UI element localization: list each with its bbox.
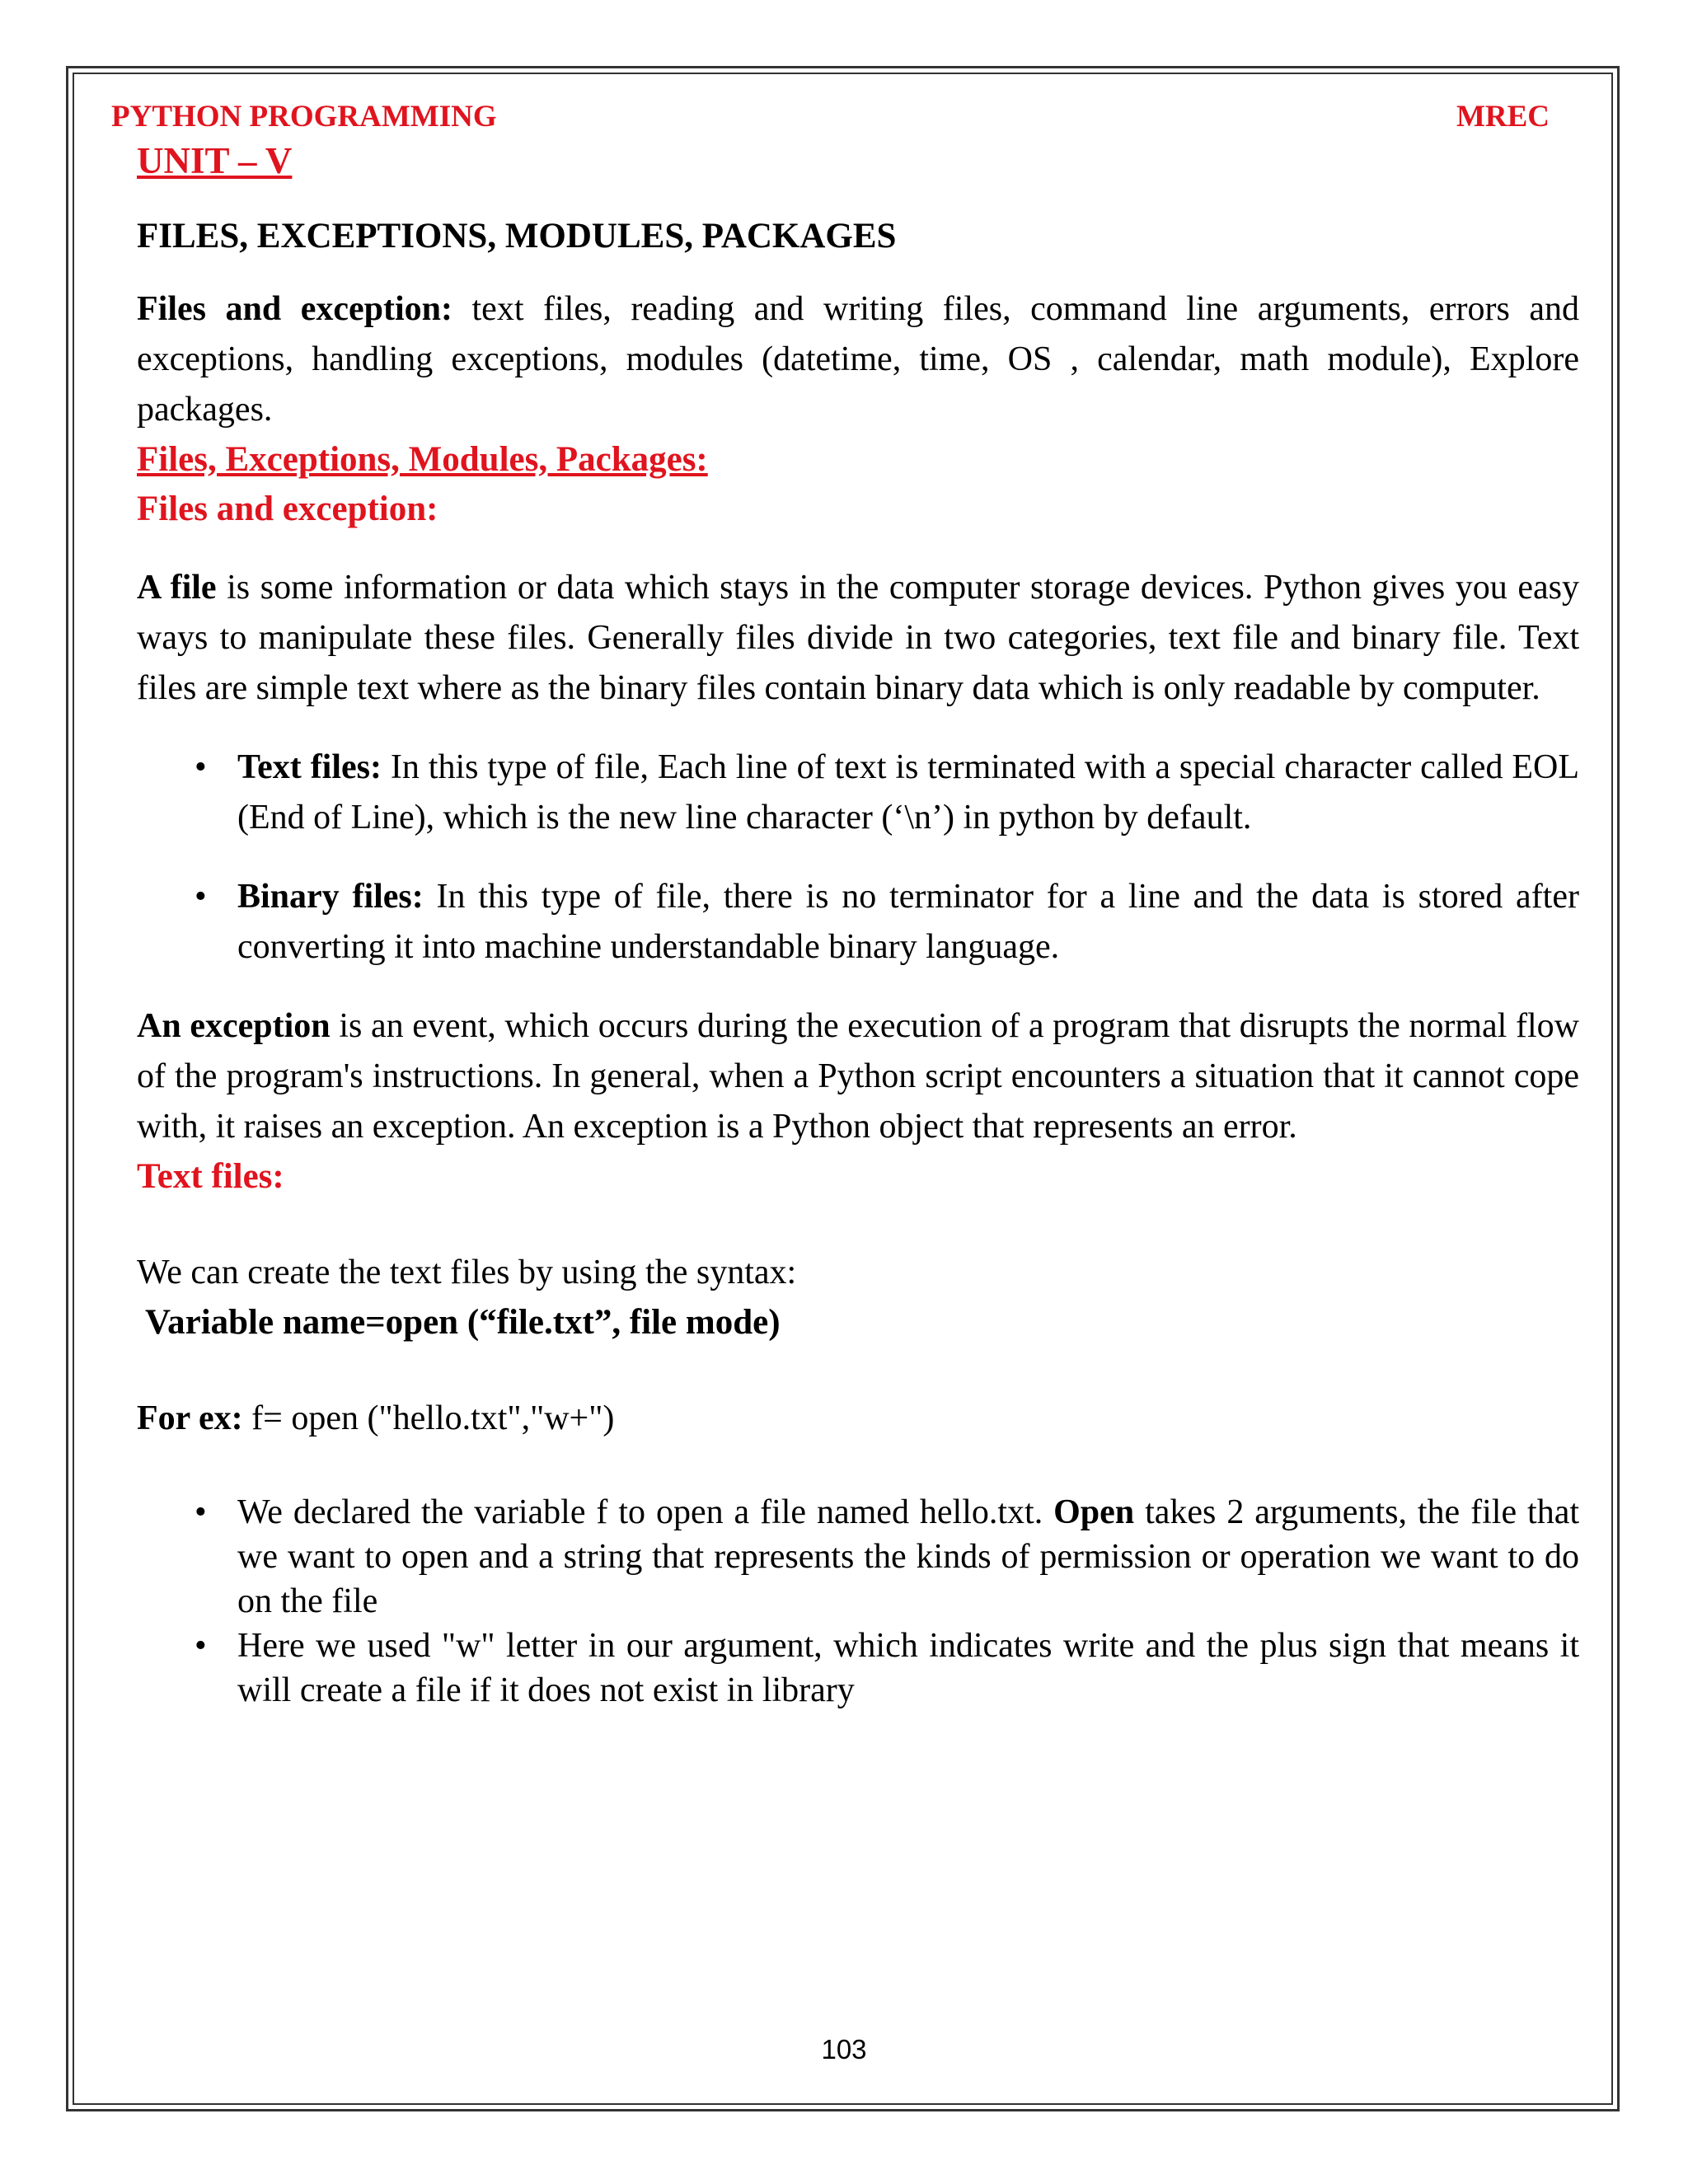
list-item bbox=[137, 1490, 1579, 1624]
text-files-term: Text files: bbox=[237, 748, 382, 786]
binary-files-description: In this type of file, there is no terminator for a line and the data is stored after converting it into machine understandable binary language. bbox=[237, 878, 1579, 966]
list-item bbox=[137, 743, 1579, 843]
subheading-files-exception: Files and exception: bbox=[137, 490, 438, 528]
exception-definition-paragraph bbox=[137, 1001, 1579, 1152]
file-definition-paragraph bbox=[137, 563, 1579, 714]
example-code: f= open ("hello.txt","w+") bbox=[242, 1399, 615, 1437]
page-number: 103 bbox=[821, 2034, 867, 2064]
text-files-description: In this type of file, Each line of text is terminated with a special character called EOL (End of Line), which is the new line character (‘\n’) in python by default. bbox=[237, 748, 1579, 837]
document-body bbox=[137, 136, 1579, 1713]
syllabus-label: Files and exception: bbox=[137, 290, 452, 328]
exception-definition-text: is an event, which occurs during the execution of a program that disrupts the normal flow of the program's instructions. In general, when a Python script encounters a situation that it cannot cope with, it raises an exception. An exception is a Python object that represents an error. bbox=[137, 1007, 1579, 1146]
unit-title: UNIT – V bbox=[137, 140, 293, 181]
example-label: For ex: bbox=[137, 1399, 243, 1437]
file-definition-text: is some information or data which stays in the computer storage devices. Python gives you easy ways to manipulate these files. Generally files divide in two categories, text file and binary file. Text files are simple text where as the binary files contain binary data which is only readable by computer. bbox=[137, 569, 1579, 707]
document-title: FILES, EXCEPTIONS, MODULES, PACKAGES bbox=[137, 217, 897, 255]
syllabus-text: text files, reading and writing files, command line arguments, errors and exceptions, handling exceptions, modules (datetime, time, OS , calendar, math module), Explore packages. bbox=[137, 290, 1579, 429]
bullet-glyph: • bbox=[195, 1493, 207, 1531]
syllabus-paragraph bbox=[137, 284, 1579, 435]
subheading-text-files: Text files: bbox=[137, 1157, 284, 1196]
notes-list bbox=[137, 1490, 1579, 1713]
syntax-intro: We can create the text files by using the syntax: bbox=[137, 1254, 797, 1291]
syntax-line: Variable name=open (“file.txt”, file mode) bbox=[145, 1303, 781, 1342]
bullet-glyph: • bbox=[195, 1627, 207, 1665]
bullet-glyph: • bbox=[195, 748, 207, 786]
binary-files-term: Binary files: bbox=[237, 878, 424, 916]
note-text: Here we used "w" letter in our argument, which indicates write and the plus sign that means it will create a file if it does not exist in library bbox=[237, 1627, 1579, 1709]
note-text: We declared the variable f to open a file named hello.txt. bbox=[237, 1493, 1054, 1531]
list-item bbox=[137, 1624, 1579, 1713]
example-line bbox=[137, 1394, 1579, 1444]
header-institution: MREC bbox=[1456, 100, 1550, 134]
open-keyword: Open bbox=[1053, 1493, 1135, 1531]
bullet-glyph: • bbox=[195, 878, 207, 916]
header-course-title: PYTHON PROGRAMMING bbox=[111, 100, 497, 134]
file-term: A file bbox=[137, 569, 217, 607]
section-heading: Files, Exceptions, Modules, Packages: bbox=[137, 440, 708, 479]
note-text-continued: takes 2 arguments, the file that we want to open and a string that represents the kinds of permission or operation we want to do on the file bbox=[237, 1493, 1580, 1620]
file-types-list bbox=[137, 743, 1579, 972]
list-item bbox=[137, 872, 1579, 972]
running-header bbox=[111, 99, 1550, 134]
exception-term: An exception bbox=[137, 1007, 331, 1045]
